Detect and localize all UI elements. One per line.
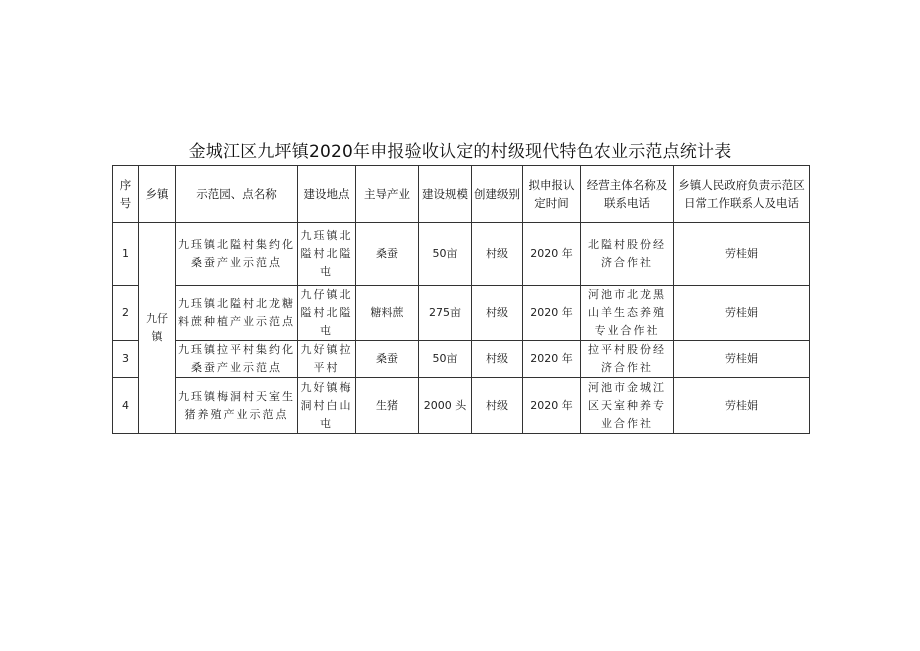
location-cell: 九好镇梅洞村白山屯 [298,378,356,434]
contact-cell: 劳桂娟 [674,341,810,378]
column-header: 拟申报认定时间 [523,166,581,223]
column-header: 主导产业 [356,166,419,223]
row-number: 1 [113,223,139,286]
row-number: 3 [113,341,139,378]
location-cell: 九好镇拉平村 [298,341,356,378]
location-cell: 九珏镇北隘村北隘屯 [298,223,356,286]
operator-cell: 北隘村股份经济合作社 [581,223,674,286]
demo-site-name: 九珏镇拉平村集约化桑蚕产业示范点 [176,341,298,378]
scale-cell: 50亩 [419,341,472,378]
column-header: 建设地点 [298,166,356,223]
time-cell: 2020 年 [523,223,581,286]
time-cell: 2020 年 [523,378,581,434]
time-cell: 2020 年 [523,286,581,341]
page-title: 金城江区九坪镇2020年申报验收认定的村级现代特色农业示范点统计表 [188,142,732,162]
scale-cell: 275亩 [419,286,472,341]
table-row [113,378,810,434]
time-cell: 2020 年 [523,341,581,378]
industry-cell: 桑蚕 [356,341,419,378]
table-row [113,223,810,286]
demo-site-name: 九珏镇北隘村集约化桑蚕产业示范点 [176,223,298,286]
demo-site-name: 九珏镇梅洞村天室生猪养殖产业示范点 [176,378,298,434]
row-number: 2 [113,286,139,341]
scale-cell: 2000 头 [419,378,472,434]
column-header: 示范园、点名称 [176,166,298,223]
scale-cell: 50亩 [419,223,472,286]
column-header: 序号 [113,166,139,223]
column-header: 建设规模 [419,166,472,223]
column-header: 创建级别 [472,166,523,223]
level-cell: 村级 [472,378,523,434]
industry-cell: 生猪 [356,378,419,434]
operator-cell: 河池市金城江区天室种养专业合作社 [581,378,674,434]
column-header: 乡镇 [139,166,176,223]
location-cell: 九仔镇北隘村北隘屯 [298,286,356,341]
industry-cell: 糖料蔗 [356,286,419,341]
column-header: 乡镇人民政府负责示范区日常工作联系人及电话 [674,166,810,223]
column-header: 经营主体名称及联系电话 [581,166,674,223]
contact-cell: 劳桂娟 [674,378,810,434]
statistics-table [112,165,810,434]
table-row [113,286,810,341]
contact-cell: 劳桂娟 [674,223,810,286]
contact-cell: 劳桂娟 [674,286,810,341]
township-cell: 九仔镇 [139,223,176,434]
operator-cell: 河池市北龙黑山羊生态养殖专业合作社 [581,286,674,341]
level-cell: 村级 [472,341,523,378]
table-header-row [113,166,810,223]
industry-cell: 桑蚕 [356,223,419,286]
level-cell: 村级 [472,286,523,341]
level-cell: 村级 [472,223,523,286]
row-number: 4 [113,378,139,434]
table-row [113,341,810,378]
operator-cell: 拉平村股份经济合作社 [581,341,674,378]
demo-site-name: 九珏镇北隘村北龙糖料蔗种植产业示范点 [176,286,298,341]
